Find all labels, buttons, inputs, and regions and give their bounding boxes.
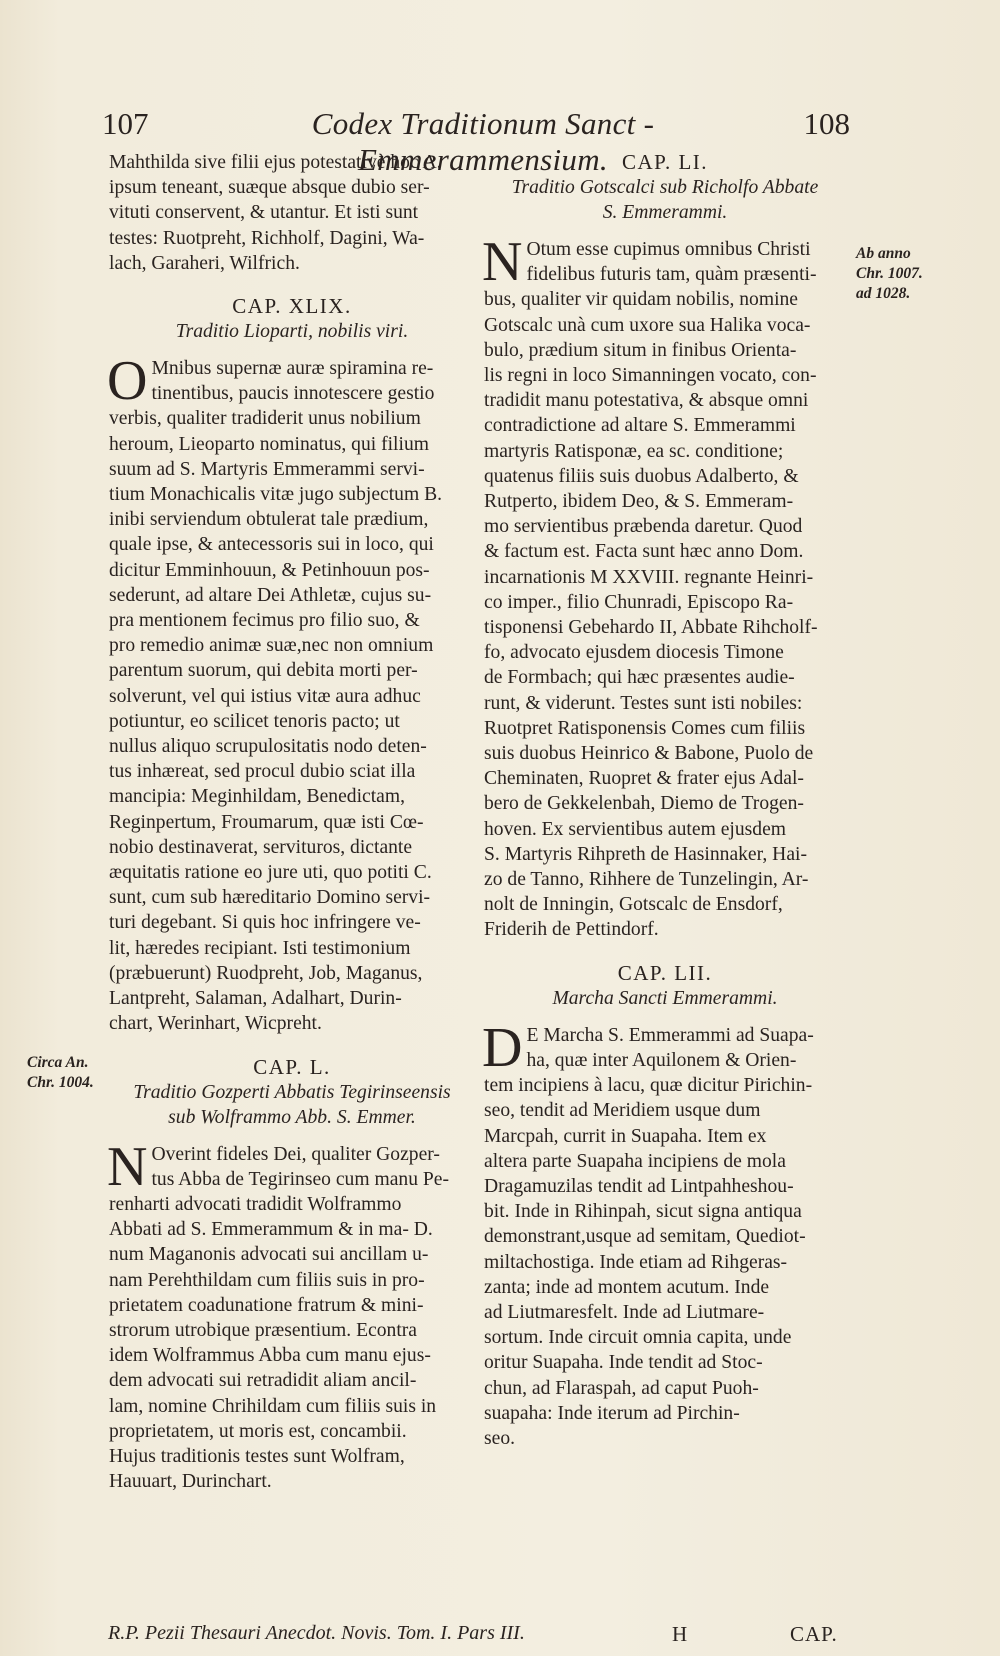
text-line: Otum esse cupimus omnibus Christi	[526, 239, 811, 260]
margin-note-line: ad 1028.	[856, 285, 911, 302]
text-line: runt, & viderunt. Testes sunt isti nobiles:	[484, 692, 803, 714]
continuation-text	[109, 150, 475, 276]
chapter-body	[482, 1016, 846, 1451]
text-line: quale ipse, & antecessoris sui in loco, qui	[109, 534, 434, 556]
text-line: bulo, prædium situm in finibus Orienta-	[484, 339, 797, 361]
text-line: tradidit manu potestativa, & absque omni	[484, 390, 809, 412]
chapter-body	[107, 350, 475, 1036]
text-line: vituti conservent, & utantur. Et isti sunt	[109, 202, 419, 224]
chapter-body	[107, 1135, 475, 1495]
text-line: tinentibus, paucis innotescere gestio	[151, 383, 435, 405]
text-line: Dragamuzilas tendit ad Lintpahheshou-	[484, 1175, 794, 1197]
text-line: nobio destinaverat, servituros, dictante	[109, 836, 413, 858]
text-line: nullus aliquo scrupulositatis nodo deten-	[109, 736, 427, 758]
chapter-title: sub Wolframmo Abb. S. Emmer.	[168, 1106, 416, 1128]
text-line: bit. Inde in Rihinpah, sicut signa antiqua	[484, 1201, 802, 1223]
text-line: Reginpertum, Froumarum, quæ isti Cœ-	[109, 811, 424, 833]
text-line: martyris Ratisponæ, ea sc. conditione;	[484, 440, 784, 462]
text-line: hoven. Ex servientibus autem ejusdem	[484, 818, 787, 840]
chapter-heading: CAP. L.	[253, 1054, 331, 1079]
text-line: demonstrant,usque ad semitam, Quediot-	[484, 1226, 806, 1248]
text-line: testes: Ruotpreht, Richholf, Dagini, Wa-	[109, 227, 425, 249]
signature-line: R.P. Pezii Thesauri Anecdot. Novis. Tom. I. Pars III.	[108, 1622, 525, 1644]
chapter-heading: CAP. LII.	[617, 960, 713, 985]
left-column	[109, 150, 475, 1494]
chapter-heading: CAP. XLIX.	[232, 294, 352, 319]
text-line: nolt de Inningin, Gotscalc de Ensdorf,	[484, 894, 783, 916]
text-line: Cheminaten, Ruopret & frater ejus Adal-	[484, 768, 804, 790]
text-line: chun, ad Flaraspah, ad caput Puoh-	[484, 1377, 759, 1399]
text-line: Hauuart, Durinchart.	[109, 1471, 272, 1493]
text-line: pro remedio animæ suæ,nec non omnium	[109, 635, 434, 657]
margin-note-line: Chr. 1004.	[27, 1074, 94, 1091]
text-line: ad Liutmaresfelt. Inde ad Liutmare-	[484, 1301, 765, 1323]
text-line: seo.	[484, 1427, 516, 1449]
text-line: sortum. Inde circuit omnia capita, unde	[484, 1327, 792, 1349]
text-line: lit, hæredes recipiant. Isti testimonium	[109, 937, 411, 959]
text-line: parentum suorum, qui debita morti per-	[109, 660, 418, 682]
text-line: Mnibus supernæ auræ spiramina re-	[151, 358, 434, 380]
page-number-left: 107	[102, 106, 149, 141]
text-line: suum ad S. Martyris Emmerammi servi-	[109, 458, 425, 480]
text-line: ipsum teneant, suæque absque dubio ser-	[109, 177, 430, 199]
text-line: tisponensi Gebehardo II, Abbate Rihcholf-	[484, 617, 818, 639]
text-line: Marcpah, currit in Suapaha. Item ex	[484, 1125, 767, 1147]
text-line: oritur Suapaha. Inde tendit ad Stoc-	[484, 1352, 763, 1374]
chapter-heading: CAP. LI.	[621, 150, 709, 174]
running-title: Codex Traditionum Sanct - Emmerammensium.	[311, 106, 655, 177]
text-line: Gotscalc unà cum uxore sua Halika voca-	[484, 314, 811, 336]
chapter-title: S. Emmerammi.	[602, 202, 728, 223]
text-line: dem advocati sui retradidit aliam ancil-	[109, 1370, 417, 1392]
chapter-title: Traditio Gotscalci sub Richolfo Abbate	[511, 177, 819, 198]
text-line: Abbati ad S. Emmerammum & in ma- D.	[109, 1219, 433, 1241]
text-line: dicitur Emminhouun, & Petinhouun pos-	[109, 559, 430, 581]
drop-cap: O	[107, 350, 148, 413]
chapter-title: Marcha Sancti Emmerammi.	[552, 987, 778, 1009]
text-line: Hujus traditionis testes sunt Wolfram,	[109, 1445, 405, 1467]
text-line: sunt, cum sub hæreditario Domino servi-	[109, 887, 431, 909]
text-line: renharti advocati tradidit Wolframmo	[109, 1193, 402, 1215]
text-line: quatenus filiis suis duobus Adalberto, &	[484, 465, 799, 487]
text-line: tium Monachicalis vitæ jugo subjectum B.	[109, 484, 443, 506]
text-line: zanta; inde ad montem acutum. Inde	[484, 1276, 770, 1298]
text-line: ha, quæ inter Aquilonem & Orien-	[526, 1049, 797, 1071]
text-line: incarnationis M XXVIII. regnante Heinri-	[484, 566, 814, 588]
drop-cap: D	[482, 1016, 523, 1079]
text-line: seo, tendit ad Meridiem usque dum	[484, 1100, 761, 1122]
text-line: tem incipiens à lacu, quæ dicitur Pirichin-	[484, 1075, 813, 1097]
catchword: CAP.	[790, 1622, 838, 1646]
text-line: lach, Garaheri, Wilfrich.	[109, 252, 300, 274]
drop-cap: N	[482, 231, 523, 293]
text-line: Overint fideles Dei, qualiter Gozper-	[151, 1143, 440, 1165]
text-line: altera parte Suapaha incipiens de mola	[484, 1150, 786, 1172]
text-line: nam Perehthildam cum filiis suis in pro-	[109, 1269, 425, 1291]
gathering-mark: H	[672, 1622, 688, 1646]
text-line: Lantpreht, Salaman, Adalhart, Durin-	[109, 988, 402, 1010]
text-line: mo servientibus præbenda daretur. Quod	[484, 516, 803, 538]
right-column	[484, 150, 846, 1451]
text-line: contradictione ad altare S. Emmerammi	[484, 415, 796, 437]
text-line: suapaha: Inde iterum ad Pirchin-	[484, 1402, 740, 1424]
text-line: strorum utrobique præsentium. Econtra	[109, 1319, 417, 1341]
text-line: fidelibus futuris tam, quàm præsenti-	[526, 264, 817, 286]
chapter-title: Traditio Gozperti Abbatis Tegirinseensis	[133, 1081, 451, 1103]
text-line: verbis, qualiter tradiderit unus nobilium	[109, 408, 421, 430]
text-line: S. Martyris Rihpreth de Hasinnaker, Hai-	[484, 843, 807, 865]
text-line: lis regni in loco Simanningen vocato, con-	[484, 365, 817, 387]
text-line: solverunt, vel qui istius vitæ aura adhuc	[109, 685, 421, 707]
margin-note-line: Chr. 1007.	[856, 265, 923, 282]
text-line: turi degebant. Si quis hoc infringere ve-	[109, 912, 421, 934]
text-line: Friderih de Pettindorf.	[484, 919, 659, 941]
text-line: pra mentionem fecimus pro filio suo, &	[109, 610, 420, 632]
text-line: potiuntur, eo scilicet tenoris pacto; ut	[109, 710, 400, 732]
text-line: proprietatem, ut moris est, concambii.	[109, 1420, 407, 1442]
text-line: heroum, Lieoparto nominatus, qui filium	[109, 433, 429, 455]
text-line: (præbuerunt) Ruodpreht, Job, Maganus,	[109, 962, 423, 984]
text-line: idem Wolframmus Abba cum manu ejus-	[109, 1345, 431, 1367]
text-line: de Formbach; qui hæc præsentes audie-	[484, 667, 795, 689]
text-line: num Maganonis advocati sui ancillam u-	[109, 1244, 429, 1266]
text-line: lam, nomine Chrihildam cum filiis suis in	[109, 1395, 437, 1417]
text-line: co imper., filio Chunradi, Episcopo Ra-	[484, 591, 794, 613]
page-footer	[0, 1622, 1000, 1652]
text-line: Rutperto, ibidem Deo, & S. Emmeram-	[484, 491, 794, 513]
text-line: tus inhæreat, sed procul dubio sciat illa	[109, 761, 416, 783]
margin-note-date-left	[27, 1053, 107, 1093]
text-line: æquitatis ratione eo jure uti, quo potiti C.	[109, 862, 432, 884]
text-line: bus, qualiter vir quidam nobilis, nomine	[484, 289, 799, 311]
chapter-body	[482, 231, 846, 943]
drop-cap: N	[107, 1135, 148, 1198]
text-line: fo, advocato ejusdem diocesis Timone	[484, 642, 784, 664]
text-line: tus Abba de Tegirinseo cum manu Pe-	[151, 1168, 450, 1190]
margin-note-line: Circa An.	[27, 1054, 89, 1071]
chapter-title: Traditio Lioparti, nobilis viri.	[175, 321, 409, 343]
text-line: chart, Werinhart, Wicpreht.	[109, 1013, 322, 1035]
text-line: sederunt, ad altare Dei Athletæ, cujus su-	[109, 584, 432, 606]
text-line: zo de Tanno, Rihhere de Tunzelingin, Ar-	[484, 869, 809, 891]
text-line: suis duobus Heinrico & Babone, Puolo de	[484, 743, 814, 765]
text-line: inibi serviendum obtulerat tale prædium,	[109, 509, 429, 531]
text-line: prietatem coadunatione fratrum & mini-	[109, 1294, 424, 1316]
text-line: mancipia: Meginhildam, Benedictam,	[109, 786, 406, 808]
margin-note-date-right	[856, 244, 936, 304]
text-line: Mahthilda sive filii ejus potestativè hoc A.	[109, 152, 442, 173]
text-line: Ruotpret Ratisponensis Comes cum filiis	[484, 717, 806, 739]
text-line: & factum est. Facta sunt hæc anno Dom.	[484, 541, 804, 563]
margin-note-line: Ab anno	[856, 245, 911, 262]
text-line: miltachostiga. Inde etiam ad Rihgeras-	[484, 1251, 788, 1273]
page-number-right: 108	[803, 106, 850, 141]
text-line: bero de Gekkelenbah, Diemo de Trogen-	[484, 793, 804, 815]
text-line: E Marcha S. Emmerammi ad Suapa-	[526, 1024, 814, 1046]
